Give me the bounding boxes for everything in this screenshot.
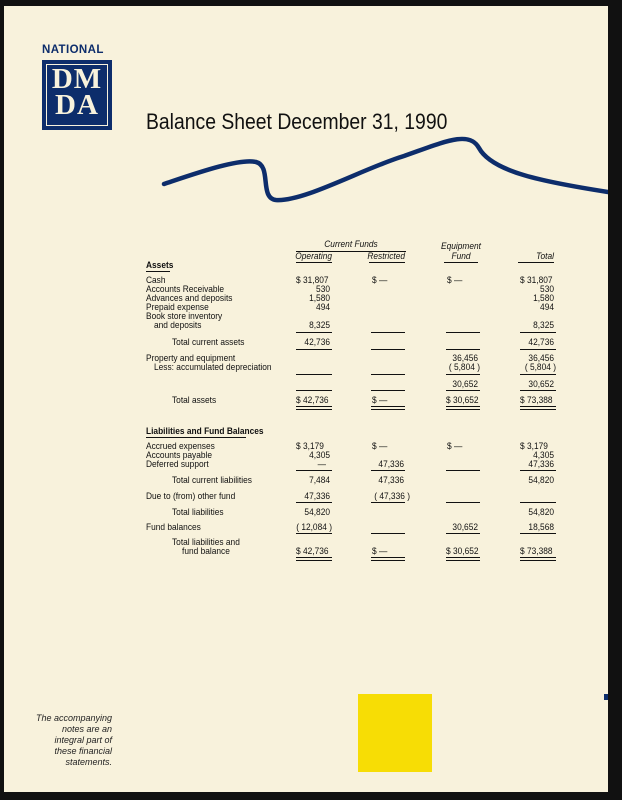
cell: 30,652 (452, 379, 478, 390)
cell: 36,456 (528, 353, 554, 364)
cell: 8,325 (533, 320, 554, 331)
cell: $ 31,807 (520, 275, 553, 286)
row-label-less-depreciation: Less: accumulated depreciation (154, 362, 272, 373)
cell: 1,580 (309, 293, 330, 304)
cell: 47,336 (378, 475, 404, 486)
assets-section-title: Assets (146, 260, 174, 271)
row-label-total-assets: Total assets (172, 395, 217, 406)
cell: ( 5,804 ) (524, 362, 556, 373)
cell: 47,336 (304, 491, 330, 502)
cell: $ — (372, 275, 388, 286)
row-label-deferred: Deferred support (146, 459, 209, 470)
cell: 8,325 (309, 320, 330, 331)
cell: 494 (316, 302, 330, 313)
cell: 54,820 (304, 507, 330, 518)
cell: $ — (372, 395, 388, 406)
cell: 4,305 (309, 450, 330, 461)
cell: 30,652 (528, 379, 554, 390)
footnote: The accompanying notes are an integral part of these financial statements. (35, 713, 112, 767)
row-label-accounts-payable: Accounts payable (146, 450, 212, 461)
cell: $ 73,388 (520, 395, 553, 406)
cell: 42,736 (304, 337, 330, 348)
row-label-bookstore: Book store inventory (146, 311, 223, 322)
cell: $ 42,736 (296, 546, 329, 557)
cell: ( 5,804 ) (448, 362, 480, 373)
cell: 47,336 (378, 459, 404, 470)
cell: $ 31,807 (296, 275, 329, 286)
row-label-fund-balances: Fund balances (146, 522, 201, 533)
cell: 1,580 (533, 293, 554, 304)
row-label-advances: Advances and deposits (146, 293, 233, 304)
cell: — (317, 459, 326, 470)
row-label-total-liab-fund-2: fund balance (182, 546, 230, 557)
cell: $ — (447, 441, 463, 452)
cell: 47,336 (528, 459, 554, 470)
equipment-header: Equipment (441, 241, 481, 252)
row-label-total-current-assets: Total current assets (172, 337, 245, 348)
balance-sheet-page (4, 6, 608, 792)
cell: $ 3,179 (296, 441, 324, 452)
cell: $ — (372, 546, 388, 557)
cell: 36,456 (452, 353, 478, 364)
cell: $ — (447, 275, 463, 286)
cell: 18,568 (528, 522, 554, 533)
cell: $ 30,652 (446, 546, 479, 557)
row-label-accrued: Accrued expenses (146, 441, 215, 452)
row-label-prepaid: Prepaid expense (146, 302, 209, 313)
row-label-total-liab-fund-1: Total liabilities and (172, 537, 240, 548)
total-header: Total (536, 251, 554, 262)
cell: $ — (372, 441, 388, 452)
row-label-deposits: and deposits (154, 320, 202, 331)
fund-header: Fund (451, 251, 471, 262)
cell: 7,484 (309, 475, 330, 486)
cell: 54,820 (528, 475, 554, 486)
blue-mark (604, 694, 608, 700)
yellow-block (358, 694, 432, 772)
cell: 42,736 (528, 337, 554, 348)
row-label-total-current-liabilities: Total current liabilities (172, 475, 252, 486)
page-title: Balance Sheet December 31, 1990 (146, 109, 448, 134)
cell: ( 12,084 ) (296, 522, 332, 533)
cell: $ 73,388 (520, 546, 553, 557)
wave-decoration (4, 6, 608, 206)
row-label-accounts-receivable: Accounts Receivable (146, 284, 225, 295)
cell: $ 30,652 (446, 395, 479, 406)
operating-header: Operating (295, 251, 332, 262)
row-label-due-to-other-fund: Due to (from) other fund (146, 491, 236, 502)
restricted-header: Restricted (367, 251, 405, 262)
logo-line-2: DA (55, 89, 99, 121)
cell: 30,652 (452, 522, 478, 533)
cell: $ 42,736 (296, 395, 329, 406)
row-label-property: Property and equipment (146, 353, 236, 364)
logo-line-1: DM (51, 63, 103, 95)
brand-name: NATIONAL (42, 44, 104, 56)
row-label-total-liabilities: Total liabilities (172, 507, 224, 518)
cell: 4,305 (533, 450, 554, 461)
cell: 54,820 (528, 507, 554, 518)
row-label-cash: Cash (146, 275, 166, 286)
cell: ( 47,336 ) (374, 491, 410, 502)
cell: 530 (540, 284, 554, 295)
cell: $ 3,179 (520, 441, 548, 452)
liabilities-section-title: Liabilities and Fund Balances (146, 426, 264, 437)
cell: 530 (316, 284, 330, 295)
cell: 494 (540, 302, 554, 313)
current-funds-header: Current Funds (324, 239, 378, 250)
